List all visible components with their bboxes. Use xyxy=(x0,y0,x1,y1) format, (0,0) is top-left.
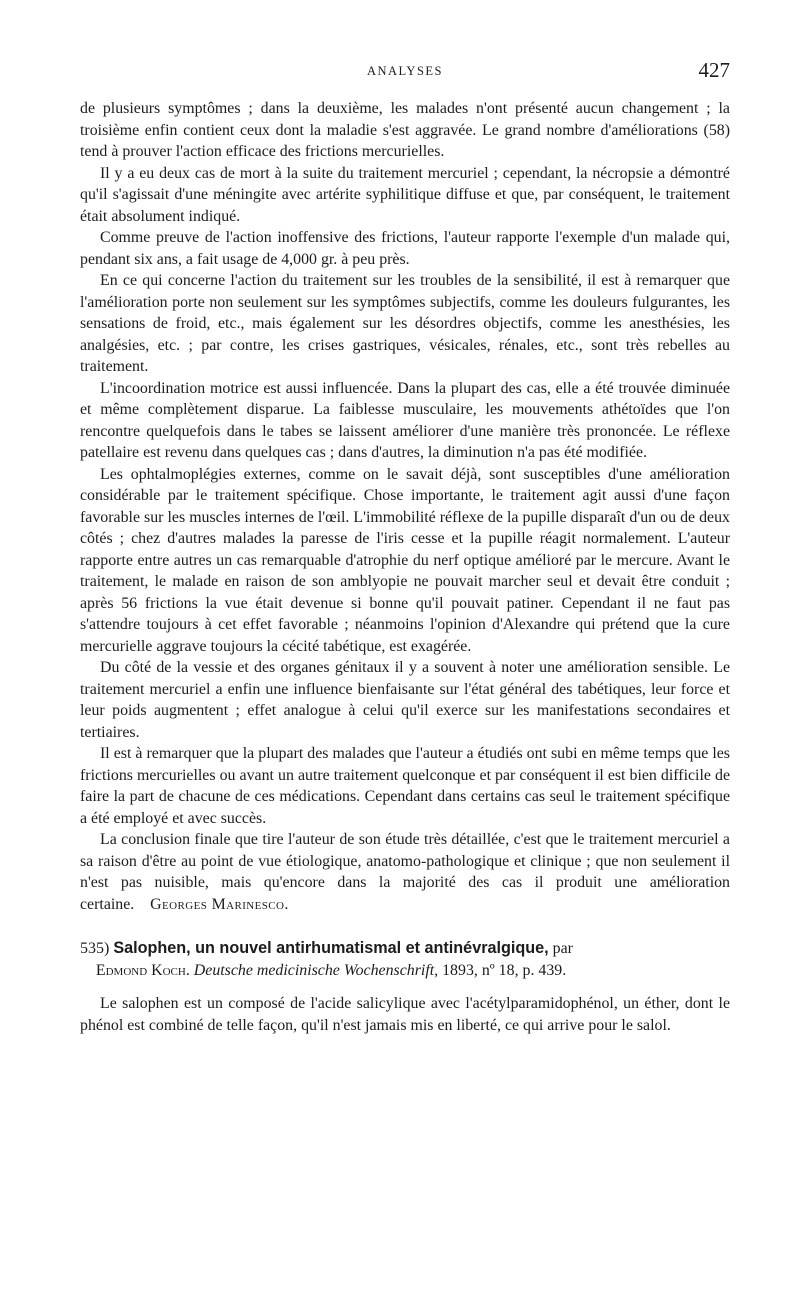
paragraph-other-treatments: Il est à remarquer que la plupart des malades que l'auteur a étudiés ont subi en même temps que les frictions mercurielles ou avant un autre traitement quelconque et par conséquent il est bien difficile de faire la part de chacune de ces médications. Cependant dans certains cas seul le traitement spécifique a été employé et avec succès. xyxy=(80,745,730,827)
author-signature: Georges Marinesco. xyxy=(150,895,289,913)
article-citation: 1893, nº 18, p. 439. xyxy=(442,961,567,979)
article-body: Le salophen est un composé de l'acide salicylique avec l'acétylparamidophénol, un éther, dont le phénol est combiné de telle façon, qu'il n'est jamais mis en liberté, ce qui arrive pour le salol. xyxy=(80,995,730,1034)
conclusion-text: La conclusion finale que tire l'auteur de son étude très détaillée, c'est que le traitement mercuriel a sa raison d'être au point de vue étiologique, anatomo-pathologique et clinique ; que non seulement il n'est pas nuisible, mais qu'encore dans la majorité des cas il produit une amélioration certaine. xyxy=(80,831,730,913)
article-number: 535) xyxy=(80,940,110,957)
paragraph-continuation: de plusieurs symptômes ; dans la deuxième, les malades n'ont présenté aucun changement ; la troisième enfin contient ceux dont la maladie s'est aggravée. Le grand nombre d'améliorations (58) tend à prouver l'action efficace des frictions mercurielles. xyxy=(80,100,730,160)
paragraph-incoordination: L'incoordination motrice est aussi influencée. Dans la plupart des cas, elle a été trouvée diminuée et même complètement disparue. La faiblesse musculaire, les mouvements athétoïdes que l'on rencontre quelquefois dans le tabes se laissent améliorer d'une manière très prononcée. Le réflexe patellaire est revenu dans quelques cas ; dans d'autres, la diminution n'a pas été modifiée. xyxy=(80,379,730,461)
page-header xyxy=(80,58,730,88)
article-title: Salophen, un nouvel antirhumatismal et antinévralgique, xyxy=(113,939,549,957)
page-number: 427 xyxy=(698,58,730,82)
running-title: ANALYSES xyxy=(366,64,444,78)
paragraph-bladder-genitals: Du côté de la vessie et des organes génitaux il y a souvent à noter une amélioration sensible. Le traitement mercuriel a enfin une influence bienfaisante sur l'état général des tabétiques, leur force et leur poids augmentent ; effet analogue à celui qu'il exerce sur les manifestations secondaires et tertiaires. xyxy=(80,659,730,741)
article-journal: Deutsche medicinische Wochenschrift, xyxy=(193,961,439,979)
paragraph-conclusion xyxy=(80,829,730,915)
paragraph-harmless-frictions: Comme preuve de l'action inoffensive des frictions, l'auteur rapporte l'exemple d'un malade qui, pendant six ans, a fait usage de 4,000 gr. à peu près. xyxy=(80,229,730,268)
article-heading xyxy=(80,938,730,981)
article-author: Edmond Koch. xyxy=(95,961,190,979)
article-by: par xyxy=(552,940,573,957)
paragraph-ophthalmoplegia: Les ophtalmoplégies externes, comme on le savait déjà, sont susceptibles d'une amélioration considérable par le traitement spécifique. Chose importante, le traitement agit aussi d'une façon favorable sur les muscles internes de l'œil. L'immobilité réflexe de la pupille disparaît d'un ou de deux côtés ; chez d'autres malades la paresse de l'iris cesse et la pupille réagit normalement. L'auteur rapporte entre autres un cas remarquable d'atrophie du nerf optique amélioré par le mercure. Avant le traitement, le malade en raison de son amblyopie ne pouvait marcher seul et devait être conduit ; après 56 frictions la vue était devenue si bonne qu'il pouvait patiner. Cependant il ne faut pas s'attendre toujours à cet effet favorable ; néanmoins l'opinion d'Alexandre qui prétend que la cure mercurielle aggrave toujours la cécité tabétique, est exagérée. xyxy=(80,465,730,655)
page-body xyxy=(80,98,730,1036)
paragraph-sensibility: En ce qui concerne l'action du traitement sur les troubles de la sensibilité, il est à remarquer que l'amélioration porte non seulement sur les symptômes subjectifs, comme les douleurs fulgurantes, les sensations de froid, etc., mais également sur les désordres objectifs, comme les anesthésies, les analgésies, etc. ; par contre, les crises gastriques, vésicales, rénales, etc., sont très rebelles au traitement. xyxy=(80,272,730,375)
paragraph-deaths: Il y a eu deux cas de mort à la suite du traitement mercuriel ; cependant, la nécropsie a démontré qu'il s'agissait d'une méningite avec artérite syphilitique diffuse et que, par conséquent, le traitement était absolument indiqué. xyxy=(80,164,730,225)
